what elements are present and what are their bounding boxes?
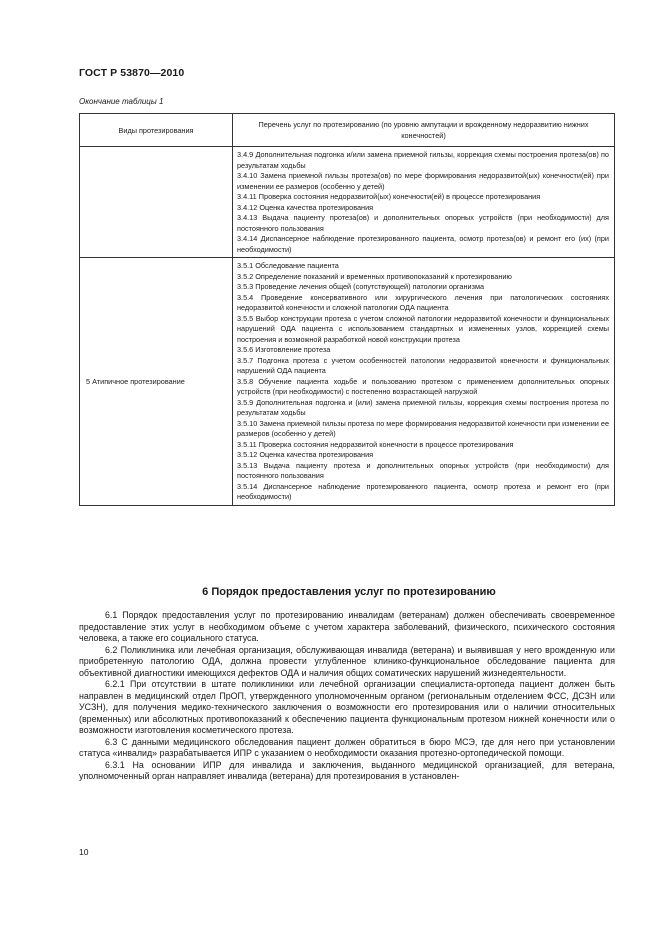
column-header-types: Виды протезирования: [80, 114, 233, 147]
service-item: 3.5.8 Обучение пациента ходьбе и пользованию протезом с применением дополнительных опорных устройств (при необходимости) с постепенно возрастающей нагрузкой: [237, 376, 609, 396]
paragraph: 6.2 Поликлиника или лечебная организация, обслуживающая инвалида (ветерана) и выявившая у него врожденную или приобретенную патологию ОДА, должна провести углубленное клинико-функциональное обследование пациента для объективной диагностики имеющихся дефектов ОДА и наличия общих соматических нарушений жизнедеятельности.: [79, 644, 615, 678]
service-item: 3.4.9 Дополнительная подгонка и/или замена приемной гильзы, коррекция схемы построения протеза(ов) по результатам ходьбы: [237, 150, 609, 170]
paragraph: 6.2.1 При отсутствии в штате поликлиники или лечебной организации специалиста-ортопеда пациент должен быть направлен в медицинский отдел ПрОП, утвержденного уполномоченным органом (региональным отделением ФСС, ДСЗН или УСЗН), для получения медико-технического заключения о возможности его протезирования или о наличии относительных (временных) или абсолютных противопоказаний к обеспечению пациента функциональным протезом нижней конечности или о возможности изготовления косметического протеза.: [79, 679, 615, 735]
service-item: 3.5.1 Обследование пациента: [237, 261, 339, 270]
service-item: 3.4.11 Проверка состояния недоразвитой(ых) конечности(ей) в процессе протезирования: [237, 192, 541, 201]
services-table: [79, 113, 615, 506]
service-item: 3.5.14 Диспансерное наблюдение протезированного пациента, осмотр протеза и ремонт его (при необходимости): [237, 481, 609, 501]
paragraph: 6.1 Порядок предоставления услуг по протезированию инвалидам (ветеранам) должен обеспечивать своевременное предоставление этих услуг в необходимом объеме с учетом характера заболеваний, физического, психического состояния человека, а также его социального статуса.: [79, 610, 615, 643]
page-number: 10: [79, 847, 89, 857]
services-cell: [233, 258, 615, 506]
section-body: [79, 610, 615, 783]
service-item: 3.4.14 Диспансерное наблюдение протезированного пациента, осмотр протеза(ов) и ремонт его (их) (при необходимости): [237, 234, 609, 254]
service-item: 3.5.12 Оценка качества протезирования: [237, 450, 374, 459]
table-row: [80, 258, 615, 506]
service-item: 3.5.6 Изготовление протеза: [237, 345, 331, 354]
type-cell-empty: [80, 147, 233, 258]
service-item: 3.5.10 Замена приемной гильзы протеза по мере формирования недоразвитой конечности при изменении ее размеров (особенно у детей): [237, 418, 609, 438]
service-item: 3.5.13 Выдача пациенту протеза и дополнительных опорных устройств (при необходимости) для постоянного пользования: [237, 460, 609, 480]
section-title: 6 Порядок предоставления услуг по протезированию: [202, 586, 496, 598]
service-item: 3.4.10 Замена приемной гильзы протеза(ов) по мере формирования недоразвитой(ых) конечности(ей) при изменении ее размеров (особенно у детей): [237, 171, 609, 191]
service-item: 3.5.2 Определение показаний и временных противопоказаний к протезированию: [237, 271, 512, 281]
paragraph: 6.3 С данными медицинского обследования пациент должен обратиться в бюро МСЭ, где для него при установлении статуса «инвалид» разрабатывается ИПР с указанием о необходимости оказания протезно-ортопедической помощи.: [79, 736, 615, 758]
table-caption: Окончание таблицы 1: [79, 97, 164, 106]
services-cell: [233, 147, 615, 258]
service-item: 3.4.13 Выдача пациенту протеза(ов) и дополнительных опорных устройств (при необходимости) для постоянного пользования: [237, 213, 609, 233]
service-item: 3.5.7 Подгонка протеза с учетом особенностей патологии недоразвитой конечности и функциональных нарушений ОДА пациента: [237, 355, 609, 375]
service-item: 3.5.11 Проверка состояния недоразвитой конечности в процессе протезирования: [237, 439, 514, 449]
service-item: 3.5.3 Проведение лечения общей (сопутствующей) патологии организма: [237, 282, 485, 291]
type-cell-atypical: 5 Атипичное протезирование: [80, 258, 233, 506]
paragraph: 6.3.1 На основании ИПР для инвалида и заключения, выданного медицинской организацией, для ветерана, уполномоченный орган направляет инвалида (ветерана) для протезирования в установлен-: [79, 759, 615, 781]
column-header-services: Перечень услуг по протезированию (по уровню ампутации и врожденному недоразвитию нижних конечностей): [233, 114, 615, 147]
table-header-row: [80, 114, 615, 147]
document-code-header: ГОСТ Р 53870—2010: [79, 67, 185, 79]
service-item: 3.5.5 Выбор конструкции протеза с учетом сложной патологии недоразвитой конечности и функциональных нарушений ОДА пациента с использованием стандартных и измененных узлов, коррекцией схемы построения и возможной разработкой новой конструкции протеза: [237, 313, 609, 344]
service-item: 3.5.4 Проведение консервативного или хирургического лечения при патологических состояниях недоразвитой конечности и сложной патологии ОДА пациента: [237, 292, 609, 312]
table-row: [80, 147, 615, 258]
service-item: 3.5.9 Дополнительная подгонка и (или) замена приемной гильзы, коррекция схемы построения протеза по результатам ходьбы: [237, 397, 609, 417]
service-item: 3.4.12 Оценка качества протезирования: [237, 202, 374, 212]
